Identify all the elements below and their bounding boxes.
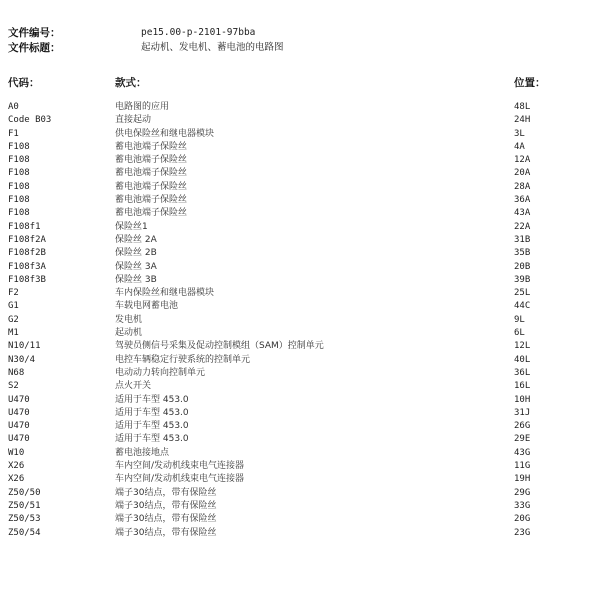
row-description: 保险丝 2B xyxy=(115,248,157,259)
component-table xyxy=(0,101,601,540)
row-position: 29G xyxy=(514,487,531,498)
row-description: 适用于车型 453.0 xyxy=(115,434,189,445)
column-header-row xyxy=(0,76,601,90)
row-position: 19H xyxy=(514,474,531,485)
row-position: 40L xyxy=(514,354,531,365)
row-description: 适用于车型 453.0 xyxy=(115,421,189,432)
row-position: 36A xyxy=(514,195,531,206)
row-code: U470 xyxy=(8,394,30,405)
row-code: Z50/54 xyxy=(8,527,41,538)
row-description: 蓄电池端子保险丝 xyxy=(115,155,188,166)
row-position: 43A xyxy=(514,208,531,219)
table-row xyxy=(0,460,601,473)
table-row xyxy=(0,181,601,194)
row-description: 电路图的应用 xyxy=(115,102,170,112)
row-description: 保险丝 3B xyxy=(115,274,157,285)
row-description: 适用于车型 453.0 xyxy=(115,407,189,418)
row-code: F108 xyxy=(8,168,30,179)
table-row xyxy=(0,247,601,260)
row-code: F108 xyxy=(8,208,30,219)
row-description: 电动动力转向控制单元 xyxy=(115,367,206,378)
row-description: 驾驶员侧信号采集及促动控制模组（SAM）控制单元 xyxy=(115,341,324,352)
row-description: 蓄电池端子保险丝 xyxy=(115,168,188,179)
row-position: 20G xyxy=(514,514,531,525)
row-code: Z50/51 xyxy=(8,500,41,511)
row-position: 31B xyxy=(514,234,531,245)
row-description: 蓄电池端子保险丝 xyxy=(115,195,188,206)
row-code: U470 xyxy=(8,407,30,418)
table-row xyxy=(0,114,601,127)
row-code: F108 xyxy=(8,141,30,152)
row-position: 10H xyxy=(514,394,531,405)
row-code: F108 xyxy=(8,195,30,206)
doc-title-row xyxy=(8,41,284,55)
row-description: 发电机 xyxy=(115,314,143,325)
row-code: U470 xyxy=(8,434,30,445)
table-row xyxy=(0,487,601,500)
row-code: F108f2B xyxy=(8,248,46,259)
row-code: N10/11 xyxy=(8,341,41,352)
row-code: G2 xyxy=(8,314,19,325)
row-description: 端子30结点，带有保险丝 xyxy=(115,527,217,538)
row-position: 39B xyxy=(514,274,531,285)
row-position: 28A xyxy=(514,181,531,192)
row-position: 36L xyxy=(514,367,531,378)
row-code: N68 xyxy=(8,367,25,378)
row-position: 26G xyxy=(514,421,531,432)
row-description: 保险丝 2A xyxy=(115,234,157,245)
row-position: 43G xyxy=(514,447,531,458)
table-row xyxy=(0,447,601,460)
doc-title-value: 起动机、发电机、蓄电池的电路图 xyxy=(141,42,284,53)
table-row xyxy=(0,287,601,300)
row-code: F1 xyxy=(8,128,19,139)
table-row xyxy=(0,194,601,207)
row-description: 电控车辆稳定行驶系统的控制单元 xyxy=(115,354,251,365)
row-position: 29E xyxy=(514,434,531,445)
table-row xyxy=(0,407,601,420)
table-row xyxy=(0,433,601,446)
table-row xyxy=(0,261,601,274)
row-position: 6L xyxy=(514,328,525,339)
table-row xyxy=(0,380,601,393)
row-position: 25L xyxy=(514,288,531,299)
table-row xyxy=(0,394,601,407)
row-description: 车内空间/发动机线束电气连接器 xyxy=(115,474,245,485)
row-description: 蓄电池端子保险丝 xyxy=(115,181,188,192)
row-position: 4A xyxy=(514,141,525,152)
row-code: F108f3A xyxy=(8,261,46,272)
table-row xyxy=(0,314,601,327)
table-row xyxy=(0,340,601,353)
row-description: 点火开关 xyxy=(115,381,152,392)
table-row xyxy=(0,527,601,540)
table-row xyxy=(0,513,601,526)
row-position: 44C xyxy=(514,301,531,312)
row-description: 直接起动 xyxy=(115,115,152,126)
row-position: 23G xyxy=(514,527,531,538)
row-description: 保险丝 3A xyxy=(115,261,157,272)
row-code: A0 xyxy=(8,102,19,112)
row-description: 保险丝1 xyxy=(115,221,148,232)
table-row xyxy=(0,167,601,180)
row-code: Code B03 xyxy=(8,115,52,126)
row-position: 9L xyxy=(514,314,525,325)
table-row xyxy=(0,500,601,513)
doc-title-label: 文件标题： xyxy=(8,42,61,54)
row-description: 起动机 xyxy=(115,328,143,339)
row-position: 11G xyxy=(514,461,531,472)
table-row xyxy=(0,234,601,247)
doc-number-row xyxy=(8,26,255,40)
row-code: F2 xyxy=(8,288,19,299)
row-code: F108f3B xyxy=(8,274,46,285)
row-code: S2 xyxy=(8,381,19,392)
column-header-desc: 款式： xyxy=(115,77,147,89)
row-position: 24H xyxy=(514,115,531,126)
row-code: U470 xyxy=(8,421,30,432)
doc-number-label: 文件编号： xyxy=(8,27,61,39)
row-position: 48L xyxy=(514,102,531,112)
row-description: 车内空间/发动机线束电气连接器 xyxy=(115,461,245,472)
row-description: 端子30结点，带有保险丝 xyxy=(115,514,217,525)
row-code: G1 xyxy=(8,301,19,312)
row-description: 端子30结点，带有保险丝 xyxy=(115,500,217,511)
doc-number-value: pe15.00-p-2101-97bba xyxy=(141,27,256,38)
row-code: X26 xyxy=(8,474,25,485)
row-position: 35B xyxy=(514,248,531,259)
table-row xyxy=(0,207,601,220)
row-position: 16L xyxy=(514,381,531,392)
row-description: 端子30结点，带有保险丝 xyxy=(115,487,217,498)
table-row xyxy=(0,154,601,167)
table-row xyxy=(0,221,601,234)
table-row xyxy=(0,128,601,141)
row-position: 20A xyxy=(514,168,531,179)
row-position: 3L xyxy=(514,128,525,139)
row-code: Z50/50 xyxy=(8,487,41,498)
row-code: N30/4 xyxy=(8,354,36,365)
row-description: 蓄电池端子保险丝 xyxy=(115,208,188,219)
row-code: M1 xyxy=(8,328,19,339)
table-row xyxy=(0,354,601,367)
table-row xyxy=(0,300,601,313)
row-code: F108f2A xyxy=(8,234,46,245)
table-row xyxy=(0,327,601,340)
table-row xyxy=(0,473,601,486)
table-row xyxy=(0,420,601,433)
table-row xyxy=(0,101,601,114)
row-code: W10 xyxy=(8,447,25,458)
row-position: 31J xyxy=(514,407,531,418)
row-description: 车内保险丝和继电器模块 xyxy=(115,288,215,299)
column-header-pos: 位置： xyxy=(514,77,546,89)
row-position: 33G xyxy=(514,500,531,511)
row-description: 适用于车型 453.0 xyxy=(115,394,189,405)
row-position: 12L xyxy=(514,341,531,352)
table-row xyxy=(0,274,601,287)
table-row xyxy=(0,367,601,380)
row-code: F108 xyxy=(8,181,30,192)
row-description: 蓄电池端子保险丝 xyxy=(115,141,188,152)
row-description: 供电保险丝和继电器模块 xyxy=(115,128,215,139)
row-description: 蓄电池接地点 xyxy=(115,447,170,458)
row-code: F108f1 xyxy=(8,221,41,232)
row-code: Z50/53 xyxy=(8,514,41,525)
column-header-code: 代码： xyxy=(8,77,40,89)
row-position: 20B xyxy=(514,261,531,272)
row-description: 车载电网蓄电池 xyxy=(115,301,179,312)
row-code: F108 xyxy=(8,155,30,166)
row-code: X26 xyxy=(8,461,25,472)
table-row xyxy=(0,141,601,154)
row-position: 22A xyxy=(514,221,531,232)
row-position: 12A xyxy=(514,155,531,166)
